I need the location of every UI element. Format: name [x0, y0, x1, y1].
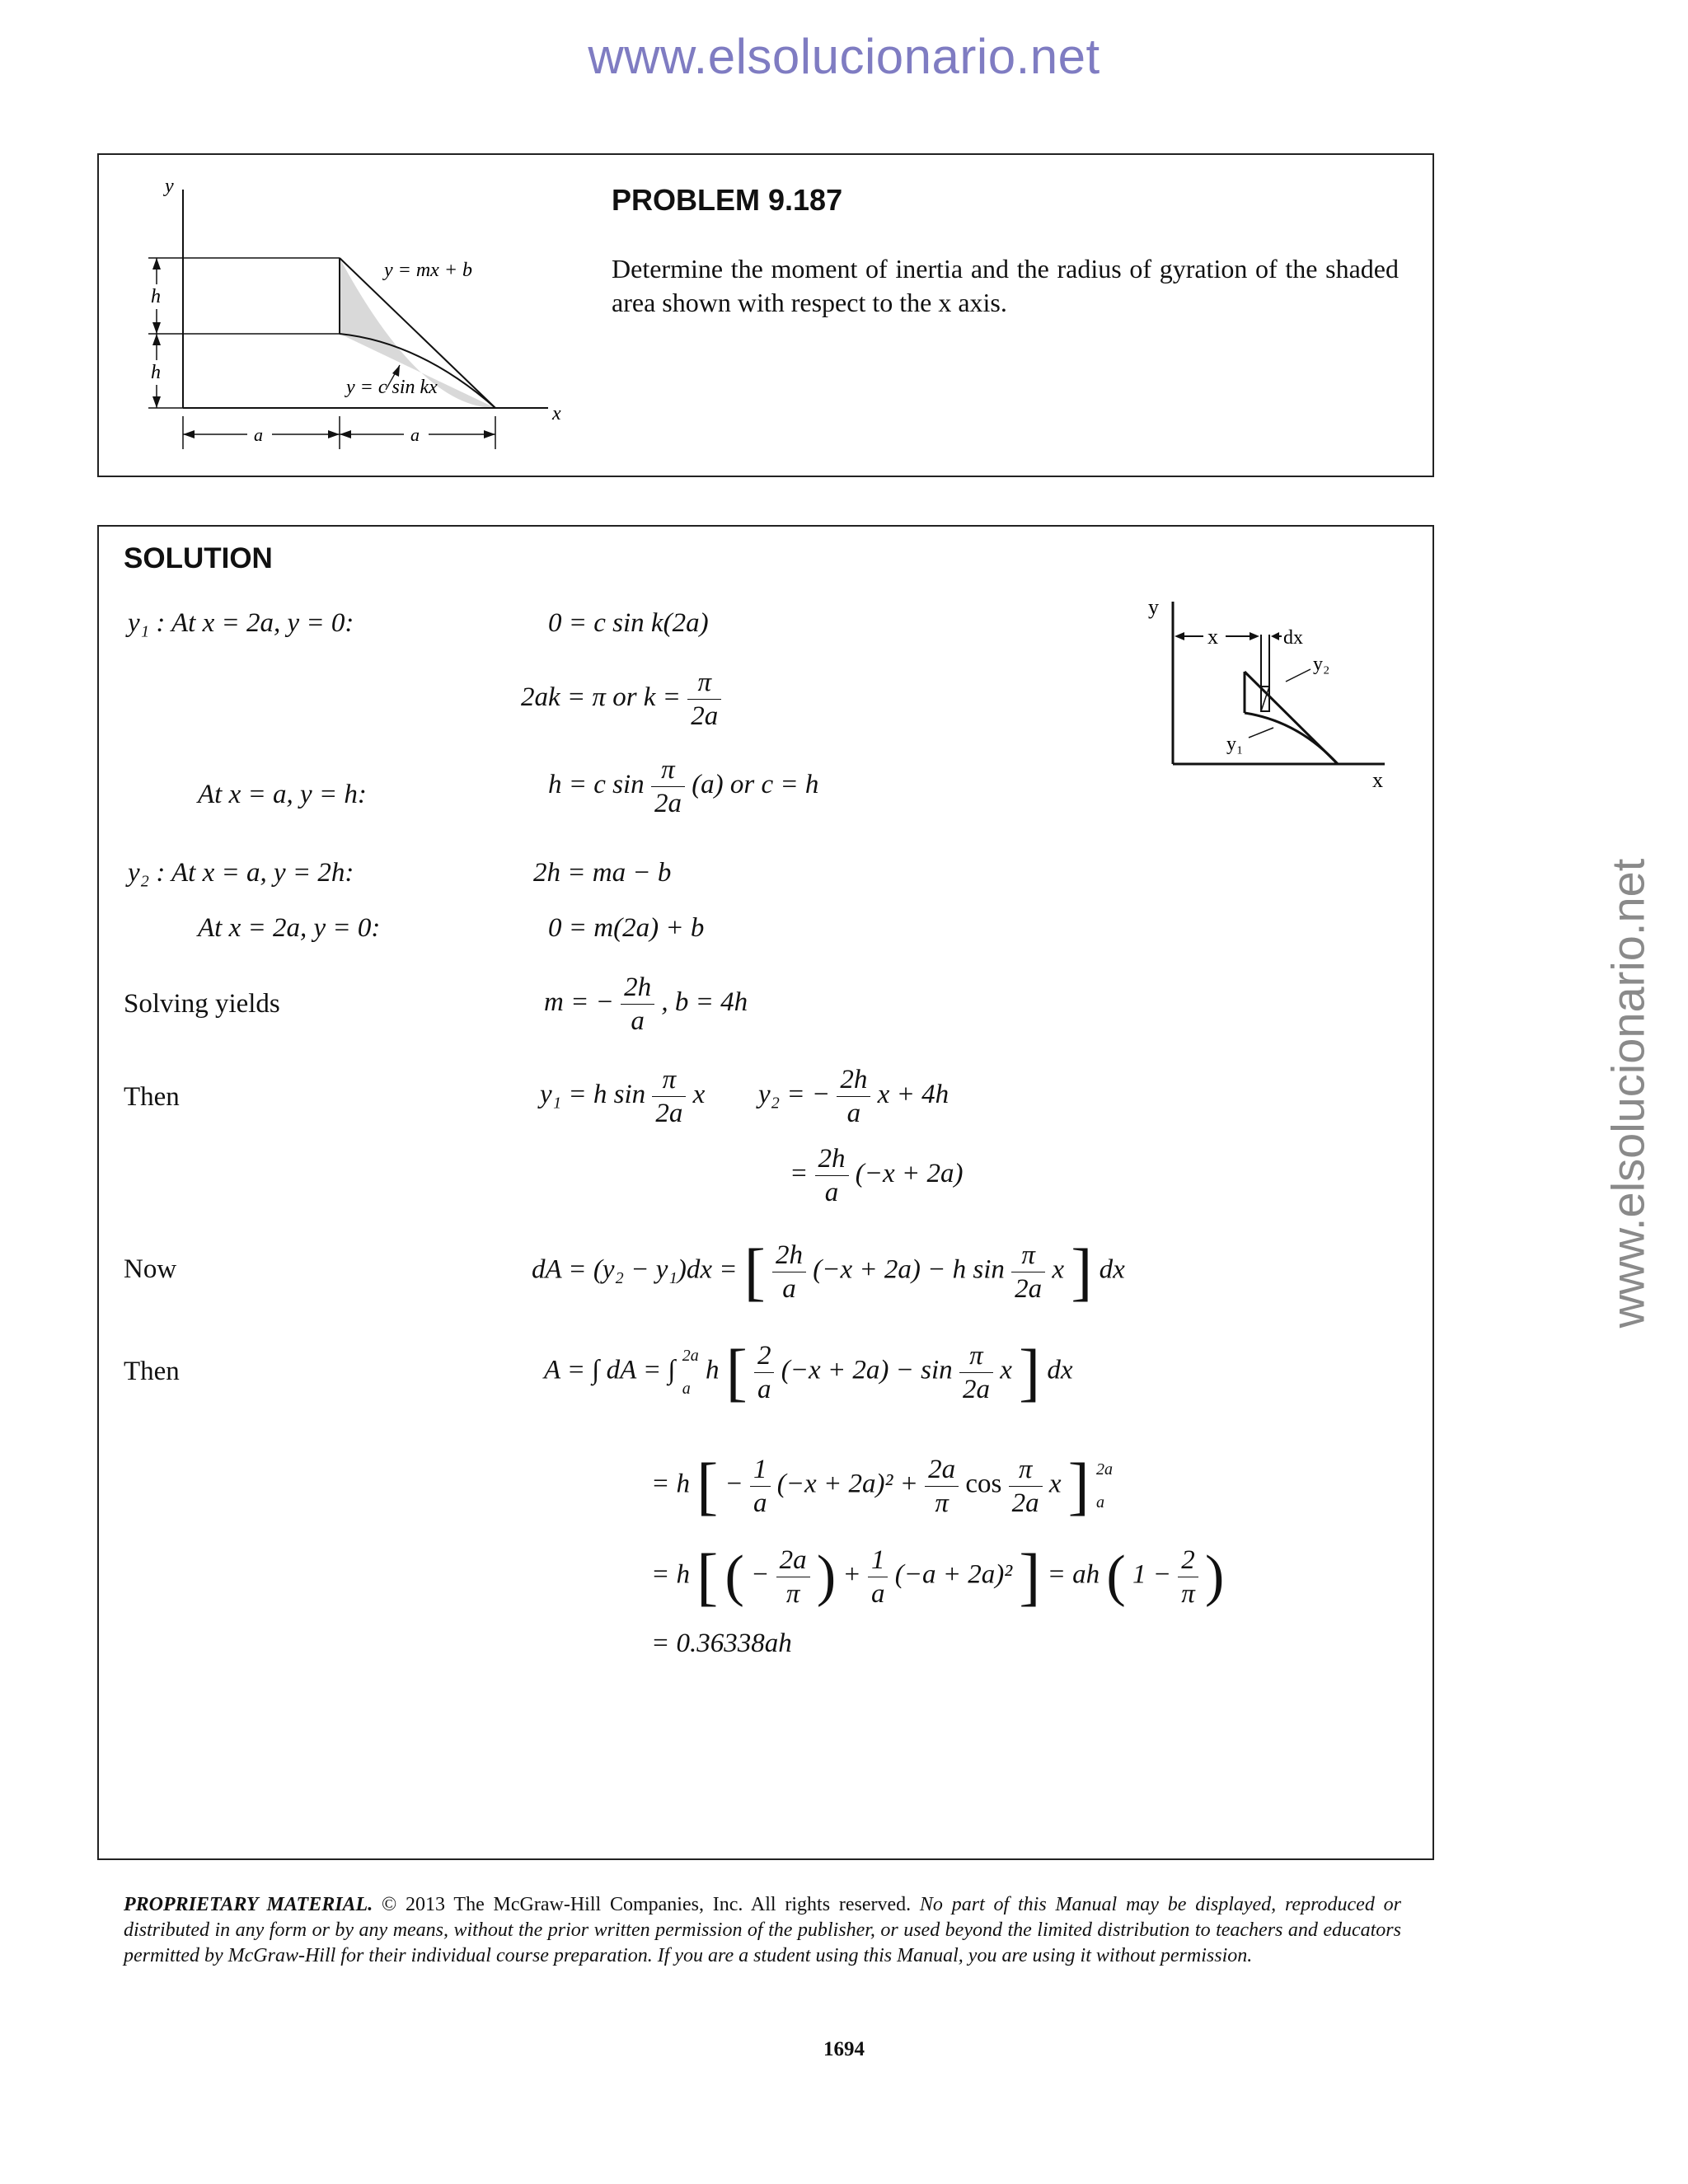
sketch-label-y1: y₁ — [1226, 733, 1244, 755]
line12-lbracket: [ — [696, 1540, 719, 1612]
line11-rbracket: ] — [1067, 1450, 1090, 1521]
line7-a-left: y₁ = h sin — [540, 1080, 646, 1110]
solution-title: SOLUTION — [124, 542, 273, 574]
line9-num1: 2h — [772, 1239, 806, 1272]
line9-den2: 2a — [1015, 1273, 1043, 1304]
line12-frac1 — [776, 1544, 810, 1610]
line2-frac — [687, 666, 721, 733]
line9-label: Now — [124, 1254, 177, 1284]
sketch-label-x-axis: x — [1372, 768, 1383, 792]
line12-num2: 1 — [868, 1544, 889, 1577]
line10-end: dx — [1047, 1355, 1073, 1385]
line12-den2: a — [870, 1578, 885, 1609]
line10-lower: a — [682, 1380, 691, 1398]
line11-den2: π — [935, 1488, 949, 1518]
line11-frac2 — [925, 1453, 959, 1520]
fig-label-x: x — [552, 403, 561, 424]
line13-eq: = 0.36338ah — [651, 1629, 792, 1658]
line10-den1: a — [757, 1374, 771, 1404]
line2-num: π — [687, 666, 721, 700]
line7-a-frac — [652, 1063, 686, 1130]
line4-eq: 2h = ma − b — [533, 858, 672, 888]
line12-frac2 — [868, 1544, 889, 1610]
line10-lbracket: [ — [725, 1336, 748, 1408]
line12-den1: π — [785, 1578, 800, 1609]
line11-eq — [651, 1449, 1113, 1523]
line10-den2: 2a — [962, 1374, 990, 1404]
line7-b-num: 2h — [837, 1063, 870, 1097]
fig-label-line: y = mx + b — [384, 260, 473, 281]
watermark-side-text: www.elsolucionario.net — [1601, 858, 1654, 1329]
line12-rbracket: ] — [1019, 1540, 1041, 1612]
line9-lbracket: [ — [743, 1235, 766, 1307]
line7-a-den: 2a — [655, 1099, 683, 1128]
line11-upper: 2a — [1096, 1460, 1114, 1479]
line10-label: Then — [124, 1357, 180, 1386]
line10-left: A = ∫ dA = ∫ — [544, 1355, 676, 1385]
line7-eq-a — [540, 1063, 705, 1130]
line11-lbracket: [ — [696, 1450, 719, 1521]
line12-frac3 — [1178, 1544, 1198, 1610]
line7-label: Then — [124, 1082, 180, 1112]
line3-left: h = c sin — [548, 770, 645, 800]
line12-den3: π — [1181, 1578, 1195, 1609]
line8-frac — [815, 1142, 849, 1209]
line6-num: 2h — [621, 971, 654, 1005]
footer-italic: No part of this Manual may be displayed, reproduced or distributed in any form or by any means, without the prior written permission of the publisher, or used beyond the limited distribution to teachers and educators permitted by McGraw-Hill for their individual course preparation. If you are a student using this Manual, you are using it without permission. — [124, 1894, 1401, 1966]
line5-eq: 0 = m(2a) + b — [548, 913, 705, 943]
fig-label-a2: a — [410, 424, 420, 445]
line11-lower: a — [1096, 1493, 1105, 1511]
line11-mid: (−x + 2a)² + — [776, 1469, 918, 1499]
line10-eq — [544, 1335, 1072, 1409]
line3-label: At x = a, y = h: — [198, 780, 367, 809]
line3-eq — [548, 753, 818, 820]
line9-frac2 — [1011, 1239, 1045, 1305]
line2-left: 2ak = π or k = — [521, 682, 681, 713]
problem-title: PROBLEM 9.187 — [612, 183, 843, 217]
line6-eq — [544, 971, 748, 1038]
line10-frac1 — [754, 1339, 775, 1406]
line6-frac — [621, 971, 654, 1038]
line11-den3: 2a — [1011, 1488, 1039, 1518]
line10-frac2 — [959, 1339, 993, 1406]
line10-num2: π — [959, 1339, 993, 1373]
line8-num: 2h — [815, 1142, 849, 1176]
line12-left: = h — [651, 1559, 691, 1590]
line9-rbracket: ] — [1071, 1235, 1093, 1307]
line9-end: dx — [1099, 1254, 1125, 1285]
line10-limits — [682, 1339, 699, 1405]
line6-den: a — [631, 1006, 645, 1036]
line8-den: a — [824, 1178, 839, 1207]
line10-rbracket: ] — [1019, 1336, 1041, 1408]
line1-label: y₁ : At x = 2a, y = 0: — [128, 608, 354, 638]
line11-num3: π — [1009, 1453, 1043, 1487]
line7-b-frac — [837, 1063, 870, 1130]
line9-frac1 — [772, 1239, 806, 1305]
line7-a-num: π — [652, 1063, 686, 1097]
line8-left: = — [790, 1159, 809, 1189]
line3-right: (a) or c = h — [692, 770, 819, 800]
line11-frac3 — [1009, 1453, 1043, 1520]
fig-label-h2: h — [151, 362, 161, 383]
line11-limits — [1096, 1453, 1113, 1519]
line4-label: y₂ : At x = a, y = 2h: — [128, 858, 354, 888]
sketch-label-x-dim: x — [1207, 625, 1218, 649]
watermark-top: www.elsolucionario.net — [588, 29, 1100, 84]
line11-frac1 — [750, 1453, 771, 1520]
line10-num1: 2 — [754, 1339, 775, 1373]
line11-den1: a — [753, 1488, 767, 1518]
line3-num: π — [651, 753, 685, 787]
line10-mid: (−x + 2a) − sin — [781, 1355, 953, 1385]
problem-text: Determine the moment of inertia and the radius of gyration of the shaded area shown with respect to the x axis. — [612, 254, 1399, 317]
line11-x: x — [1048, 1469, 1062, 1499]
line9-left: dA = (y₂ − y₁)dx = — [532, 1254, 738, 1285]
line12-sign: − — [751, 1559, 770, 1590]
line5-label: At x = 2a, y = 0: — [198, 913, 381, 943]
line3-frac — [651, 753, 685, 820]
line2-den: 2a — [691, 701, 719, 731]
line7-b-den: a — [846, 1099, 861, 1128]
line12-eq-ah: = ah — [1047, 1559, 1100, 1590]
line9-eq — [532, 1235, 1125, 1309]
footer-bold: PROPRIETARY MATERIAL. — [124, 1894, 373, 1915]
fig-label-y: y — [165, 176, 174, 197]
line9-mid: (−x + 2a) − h sin — [813, 1254, 1005, 1285]
line7-b-left: y₂ = − — [758, 1080, 831, 1110]
line12-lparen2: ( — [1106, 1544, 1126, 1608]
line9-num2: π — [1011, 1239, 1045, 1272]
line12-rparen2: ) — [1205, 1544, 1225, 1608]
footer-copyright — [124, 1892, 1401, 1969]
line11-left: = h — [651, 1469, 691, 1499]
line11-sign: − — [724, 1469, 743, 1499]
fig-label-sine: y = c sin kx — [346, 377, 438, 398]
line8-right: (−x + 2a) — [855, 1159, 964, 1189]
line12-mid: (−a + 2a)² — [894, 1559, 1013, 1590]
line12-one: 1 − — [1132, 1559, 1171, 1590]
line12-rparen1: ) — [816, 1544, 837, 1608]
sketch-label-dx: dx — [1283, 627, 1303, 649]
line12-num1: 2a — [776, 1544, 810, 1577]
line11-cos: cos — [965, 1469, 1002, 1499]
line11-num2: 2a — [925, 1453, 959, 1487]
line9-den1: a — [782, 1273, 796, 1304]
line2-eq — [521, 666, 721, 733]
line10-right: x — [1000, 1355, 1012, 1385]
sketch-label-y: y — [1148, 595, 1159, 619]
line9-right: x — [1052, 1254, 1065, 1285]
line6-left: m = − — [544, 987, 614, 1018]
line10-h: h — [706, 1355, 720, 1385]
line12-num3: 2 — [1178, 1544, 1198, 1577]
line1-eq: 0 = c sin k(2a) — [548, 608, 709, 638]
line10-upper: 2a — [682, 1347, 699, 1365]
page-number: 1694 — [823, 2038, 865, 2060]
footer-normal: © 2013 The McGraw-Hill Companies, Inc. All rights reserved. — [373, 1894, 920, 1915]
line7-b-end: x + 4h — [877, 1080, 950, 1110]
line6-right: , b = 4h — [661, 987, 748, 1018]
fig-label-h1: h — [151, 286, 161, 307]
sketch-label-y2: y₂ — [1313, 654, 1330, 675]
line12-lparen1: ( — [724, 1544, 744, 1608]
line12-plus: + — [842, 1559, 861, 1590]
problem-figure — [124, 169, 585, 457]
fig-label-a1: a — [254, 424, 263, 445]
line11-num1: 1 — [750, 1453, 771, 1487]
line8-eq — [790, 1142, 963, 1209]
line6-label: Solving yields — [124, 989, 280, 1019]
solution-sketch — [1142, 589, 1397, 799]
line7-eq-b — [758, 1063, 949, 1130]
line3-den: 2a — [654, 789, 682, 818]
line12-eq — [651, 1540, 1224, 1614]
line7-a-end: x — [692, 1080, 706, 1110]
